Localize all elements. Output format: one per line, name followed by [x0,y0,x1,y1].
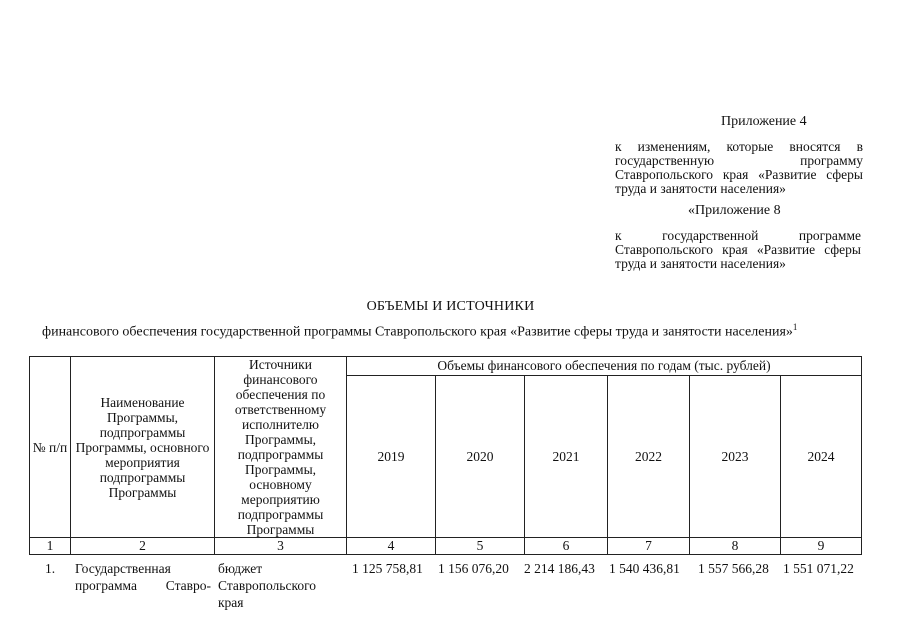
row-number: 1. [45,561,56,576]
row-value-2021: 2 214 186,43 [524,561,595,576]
header-year: 2023 [690,375,781,537]
row-value-2022: 1 540 436,81 [609,561,680,576]
column-number: 2 [71,538,215,555]
row-value-2020: 1 156 076,20 [438,561,509,576]
row-value-2024: 1 551 071,22 [783,561,854,576]
column-number: 5 [436,538,525,555]
header-year: 2022 [608,375,690,537]
column-number: 4 [347,538,436,555]
subtitle-text: финансового обеспечения государственной программы Ставропольского края «Развитие сферы труда и занятости населения» [42,324,793,340]
document-title: ОБЪЕМЫ И ИСТОЧНИКИ [366,299,535,314]
financing-table [29,356,862,555]
row-source: бюджет Ставропольского края [218,561,317,610]
header-year: 2021 [525,375,608,537]
column-number: 9 [781,538,862,555]
row-name: Государственная программа Ставро- [75,561,211,593]
column-number: 8 [690,538,781,555]
row-value-2023: 1 557 566,28 [698,561,769,576]
appendix-title: Приложение 4 [721,114,807,129]
footnote-mark: 1 [792,322,798,332]
column-number: 3 [215,538,347,555]
column-number: 1 [30,538,71,555]
document-subtitle [42,322,797,341]
row-value-2019: 1 125 758,81 [352,561,423,576]
header-num: № п/п [30,357,71,538]
header-year: 2024 [781,375,862,537]
header-year: 2020 [436,375,525,537]
appendix8-title: «Приложение 8 [688,203,781,218]
header-name: Наименование Программы, подпрограммы Программы, основного мероприятия подпрограммы Программы [71,357,215,538]
appendix-text: к изменениям, которые вносятся в государственную программу Ставропольского края «Развитие сферы труда и занятости населения» [615,139,863,196]
header-source: Источники финансового обеспечения по ответственному исполнителю Программы, подпрограммы Программы, основному мероприятию подпрограммы Программы [215,357,347,538]
column-number: 6 [525,538,608,555]
header-volumes: Объемы финансового обеспечения по годам (тыс. рублей) [347,357,862,376]
column-number: 7 [608,538,690,555]
header-year: 2019 [347,375,436,537]
appendix8-text: к государственной программе Ставропольского края «Развитие сферы труда и занятости населения» [615,228,861,271]
